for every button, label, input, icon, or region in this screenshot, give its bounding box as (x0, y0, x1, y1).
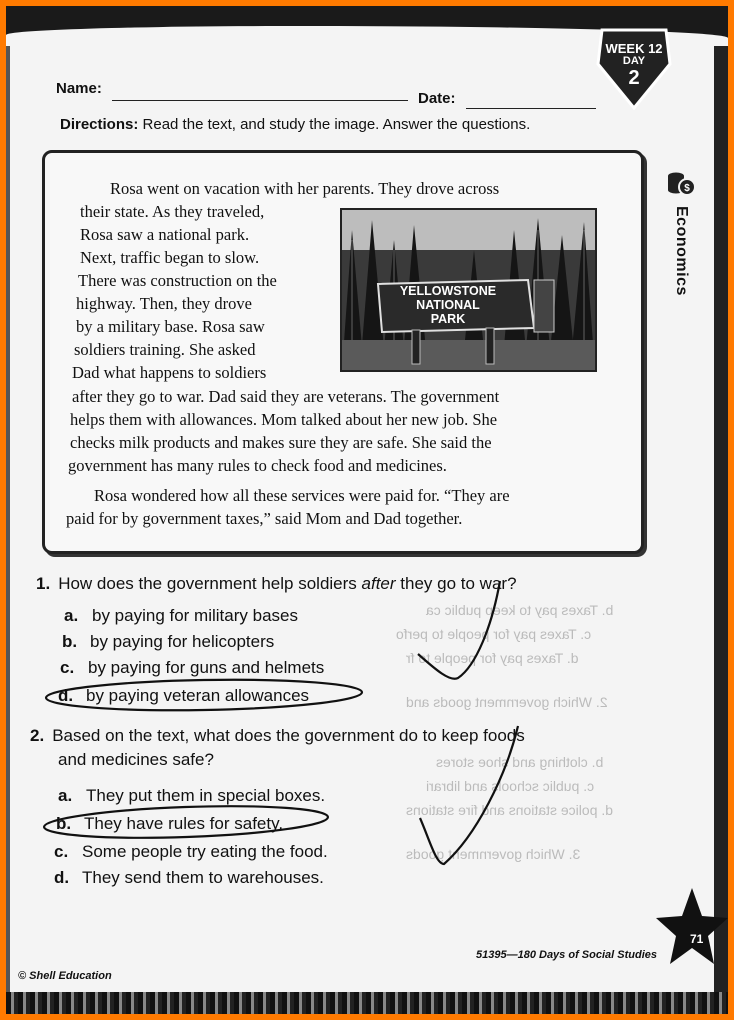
day-label: DAY (622, 55, 646, 67)
coins-icon (666, 168, 696, 198)
directions (60, 116, 530, 133)
worksheet-page (6, 6, 728, 1014)
passage-line: Rosa wondered how all these services were paid for. “They are (94, 486, 510, 505)
option-2b[interactable] (56, 814, 283, 834)
bleed-through-text: d. Taxes pay for people to fr (406, 650, 579, 666)
directions-label: Directions: (60, 116, 139, 133)
page-bottom-edge (6, 992, 728, 1014)
option-letter: b. (56, 814, 72, 833)
option-text: by paying veteran allowances (86, 686, 310, 705)
page-left-edge (6, 46, 10, 1006)
option-1a[interactable] (64, 606, 298, 626)
week-day-badge (596, 24, 672, 110)
question-2-continued: and medicines safe? (58, 750, 214, 769)
bleed-through-text: c. public schools and librari (426, 778, 595, 794)
svg-text:$: $ (684, 183, 690, 194)
question-number: 1. (36, 574, 51, 593)
sign-line: PARK (430, 312, 466, 326)
passage-line: after they go to war. Dad said they are veterans. The government (72, 387, 500, 406)
checkmark-2 (420, 726, 518, 864)
option-text: They send them to warehouses. (82, 868, 324, 887)
option-1d[interactable] (58, 686, 309, 706)
passage-line: their state. As they traveled, (80, 202, 265, 221)
option-letter: d. (58, 686, 74, 705)
option-1b[interactable] (62, 632, 274, 652)
option-letter: c. (60, 658, 75, 677)
question-text: How does the government help soldiers (58, 574, 362, 593)
name-field[interactable] (112, 100, 408, 101)
option-2d[interactable] (54, 868, 324, 888)
bleed-through-text: 2. Which government goods and (406, 694, 608, 710)
passage-line: Dad what happens to soldiers (72, 363, 267, 382)
bleed-through-text: c. Taxes pay for people to perfo (396, 626, 592, 642)
page-number: 71 (690, 932, 704, 946)
option-1c[interactable] (60, 658, 324, 678)
park-sign (378, 284, 518, 326)
option-2a[interactable] (58, 786, 325, 806)
question-1 (36, 574, 517, 594)
bleed-through-text: b. Taxes pay to keep public ca (426, 602, 614, 618)
name-label: Name: (56, 80, 102, 97)
option-letter: a. (64, 606, 79, 625)
passage-line: paid for by government taxes,” said Mom and Dad together. (66, 509, 463, 528)
question-2 (30, 726, 525, 746)
page-star-icon (656, 886, 728, 966)
question-text: they go to war? (395, 574, 517, 593)
date-field[interactable] (466, 108, 596, 109)
option-text: They have rules for safety. (84, 814, 284, 833)
passage-line: government has many rules to check food and medicines. (68, 456, 447, 475)
option-2c[interactable] (54, 842, 328, 862)
date-label: Date: (418, 90, 456, 107)
sign-line: NATIONAL (416, 298, 480, 312)
book-title: 51395—180 Days of Social Studies (476, 949, 657, 961)
option-letter: c. (54, 842, 69, 861)
directions-text: Read the text, and study the image. Answer the questions. (142, 116, 531, 133)
option-text: by paying for guns and helmets (88, 658, 325, 677)
question-text: Based on the text, what does the government do to keep foods (52, 726, 525, 745)
passage-line: highway. Then, they drove (76, 294, 252, 313)
passage-line: Rosa saw a national park. (80, 225, 250, 244)
passage-line: Next, traffic began to slow. (80, 248, 260, 267)
option-letter: a. (58, 786, 73, 805)
page-right-edge (714, 46, 728, 1006)
option-text: They put them in special boxes. (86, 786, 326, 805)
passage-line: Rosa went on vacation with her parents. They drove across (110, 179, 500, 198)
option-text: Some people try eating the food. (82, 842, 328, 861)
passage-line: by a military base. Rosa saw (76, 317, 265, 336)
question-number: 2. (30, 726, 45, 745)
question-text-italic: after (361, 574, 396, 593)
sign-line: YELLOWSTONE (399, 284, 497, 298)
bleed-through-text: 3. Which government goods (406, 846, 581, 862)
week-label: WEEK 12 (605, 41, 663, 56)
option-text: by paying for helicopters (90, 632, 275, 651)
passage-line: checks milk products and makes sure they are safe. She said the (70, 433, 492, 452)
option-text: by paying for military bases (92, 606, 298, 625)
option-letter: d. (54, 868, 70, 887)
passage-line: helps them with allowances. Mom talked about her new job. She (70, 410, 498, 429)
bleed-through-text: d. police stations and fire stations (406, 802, 614, 818)
option-letter: b. (62, 632, 78, 651)
day-number: 2 (628, 67, 640, 89)
section-label: Economics (673, 206, 690, 296)
bleed-through-text: b. clothing and shoe stores (436, 754, 604, 770)
passage-line: There was construction on the (78, 271, 277, 290)
publisher-credit: © Shell Education (18, 970, 112, 982)
passage-line: soldiers training. She asked (74, 340, 256, 359)
